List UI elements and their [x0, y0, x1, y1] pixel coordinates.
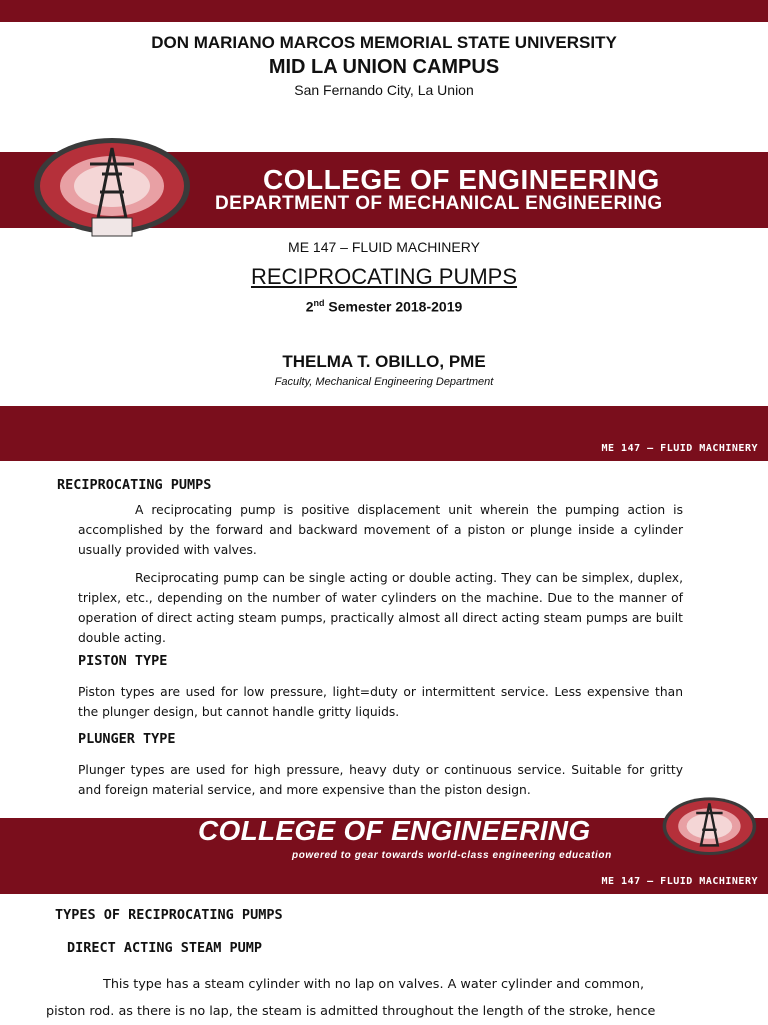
campus-name: MID LA UNION CAMPUS [268, 56, 500, 78]
paragraph-line: piston rod. as there is no lap, the steam is admitted throughout the length of the stroke, hence [46, 1004, 656, 1019]
paragraph: Reciprocating pump can be single acting or double acting. They can be simplex, duplex, triplex, etc., depending on the number of water cylinders on the machine. Due to the manner of operation of direct acting steam pumps, practically almost all direct acting steam pumps are built double acting. [78, 571, 683, 645]
semester-text: Semester 2018-2019 [324, 298, 463, 315]
section-heading: RECIPROCATING PUMPS [57, 477, 212, 493]
campus-city: San Fernando City, La Union [294, 82, 474, 98]
top-band [0, 0, 768, 22]
college-title-2: COLLEGE OF ENGINEERING [198, 815, 591, 846]
piston-type-text: Piston types are used for low pressure, light=duty or intermittent service. Less expensive than the plunger design, but cannot handle gritty liquids. [78, 685, 683, 719]
footer-course-label: ME 147 – FLUID MACHINERY [601, 443, 758, 454]
college-title: COLLEGE OF ENGINEERING [263, 164, 660, 195]
paragraph: A reciprocating pump is positive displacement unit wherein the pumping action is accomplished by the forward and backward movement of a piston or plunge inside a cylinder usually provided with valves. [78, 503, 683, 557]
course-code: ME 147 – FLUID MACHINERY [288, 239, 480, 255]
university-name: DON MARIANO MARCOS MEMORIAL STATE UNIVERSITY [151, 33, 617, 52]
plunger-type-text: Plunger types are used for high pressure, heavy duty or continuous service. Suitable for gritty and foreign material service, and more expensive than the piston design. [78, 763, 683, 797]
college-tagline: powered to gear towards world-class engineering education [292, 850, 612, 861]
lecture-topic: RECIPROCATING PUMPS [250, 264, 518, 289]
department-title: DEPARTMENT OF MECHANICAL ENGINEERING [215, 193, 663, 214]
university-seal-icon [660, 795, 760, 866]
piston-type-heading: PISTON TYPE [78, 653, 168, 669]
paragraph-line: This type has a steam cylinder with no lap on valves. A water cylinder and common, [103, 977, 645, 992]
plunger-type-heading: PLUNGER TYPE [78, 731, 176, 747]
university-seal-icon [30, 134, 196, 249]
footer-course-label-2: ME 147 – FLUID MACHINERY [601, 876, 758, 887]
author-role: Faculty, Mechanical Engineering Department [274, 376, 494, 388]
author-name: THELMA T. OBILLO, PME [282, 352, 486, 371]
types-heading: TYPES OF RECIPROCATING PUMPS [55, 907, 283, 923]
direct-acting-heading: DIRECT ACTING STEAM PUMP [67, 940, 263, 956]
semester-suffix: nd [313, 298, 325, 308]
semester [0, 298, 768, 315]
semester-number: 2 [305, 298, 314, 315]
